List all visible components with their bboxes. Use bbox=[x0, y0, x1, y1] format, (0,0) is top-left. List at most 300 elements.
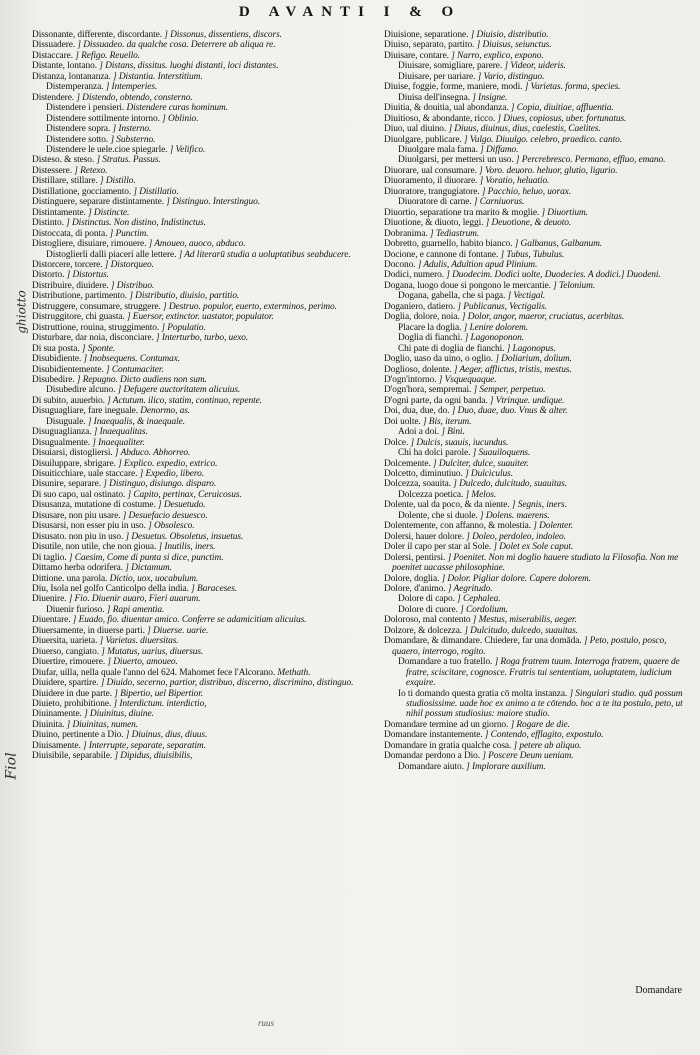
entry-latin: ] Expedio, libero. bbox=[139, 469, 204, 480]
entry-italian: Disusare, non piu usare. bbox=[32, 510, 121, 521]
entry-italian: Chi pate di doglia de fianchi. bbox=[398, 343, 505, 354]
entry-latin: ] Diuortium. bbox=[541, 207, 588, 218]
entry-latin: ] Diuinus, dius, diuus. bbox=[125, 730, 208, 741]
entry-latin: ] Dolens. maerens. bbox=[480, 510, 550, 521]
entry-italian: Diuidere, spartire. bbox=[32, 678, 99, 689]
entry-latin: ] Varietas. forma, species. bbox=[524, 82, 621, 93]
dictionary-entry bbox=[32, 354, 364, 364]
entry-italian: Di sua posta. bbox=[32, 343, 80, 354]
entry-italian: Dobranima. bbox=[384, 228, 428, 239]
entry-italian: Doloroso, mal contento bbox=[384, 615, 471, 626]
entry-latin: ] Dulciter, dulce, suauiter. bbox=[433, 458, 529, 469]
entry-italian: Dolcetto, diminutiuo. bbox=[384, 469, 463, 480]
entry-italian: Diuentare. bbox=[32, 615, 71, 626]
entry-latin: ] Aeger, afflictus, tristis, mestus. bbox=[453, 364, 572, 375]
entry-latin: ] Interturbo, turbo, uexo. bbox=[155, 333, 249, 344]
dictionary-entry bbox=[32, 145, 364, 155]
dictionary-entry bbox=[32, 114, 364, 124]
entry-latin: ] Diues, copiosus, uber. fortunatus. bbox=[497, 113, 627, 124]
dictionary-entry bbox=[384, 51, 684, 61]
entry-latin: ] Diuisus, seiunctus. bbox=[476, 40, 552, 51]
entry-italian: Doganiero, datiero. bbox=[384, 301, 456, 312]
entry-italian: Doglio, uaso da uino, o oglio. bbox=[384, 354, 494, 365]
entry-latin: ] Distincte. bbox=[88, 207, 130, 218]
entry-italian: Di suo capo, ual ostinato. bbox=[32, 489, 126, 500]
entry-latin: ] Sponte. bbox=[81, 343, 116, 354]
entry-italian: Distanza, lontananza. bbox=[32, 71, 111, 82]
entry-italian: Doi, dua, due, do. bbox=[384, 406, 450, 417]
dictionary-entry bbox=[32, 291, 364, 301]
entry-italian: D'ogni parte, da ogni banda. bbox=[384, 395, 488, 406]
dictionary-entry bbox=[32, 61, 364, 71]
dictionary-entry bbox=[384, 61, 684, 71]
entry-italian: Distessere. bbox=[32, 165, 72, 176]
entry-italian: Diuisione, separatione. bbox=[384, 30, 469, 40]
entry-latin: Denormo, as. bbox=[140, 406, 191, 417]
dictionary-entry bbox=[384, 469, 684, 479]
dictionary-entry bbox=[384, 406, 684, 416]
entry-latin: ] Amoueo, auoco, abduco. bbox=[148, 239, 246, 250]
entry-latin: ] Distendo, obtendo, consterno. bbox=[76, 92, 193, 103]
entry-latin: ] Varietas. diuersitas. bbox=[99, 636, 179, 647]
entry-italian: Doglioso, dolente. bbox=[384, 364, 452, 375]
dictionary-entry bbox=[32, 93, 364, 103]
entry-italian: Diuitioso, & abondante, ricco. bbox=[384, 113, 496, 124]
entry-italian: Diuoramento, il diuorare. bbox=[384, 176, 478, 187]
dictionary-entry bbox=[32, 574, 364, 584]
entry-latin: ] Doliarium, dolium. bbox=[495, 354, 572, 365]
entry-italian: Dissuadere. bbox=[32, 40, 76, 51]
entry-latin: ] Diuido, secerno, partior, distribuo, discerno, discrimino, distinguo. bbox=[100, 678, 354, 689]
dictionary-entry bbox=[32, 197, 364, 207]
entry-italian: Distendere i pensieri. bbox=[46, 103, 125, 114]
dictionary-entry bbox=[384, 187, 684, 197]
entry-italian: Disugualmente. bbox=[32, 437, 90, 448]
dictionary-entry bbox=[384, 511, 684, 521]
dictionary-entry bbox=[32, 626, 364, 636]
dictionary-entry bbox=[32, 51, 364, 61]
dictionary-entry bbox=[384, 155, 684, 165]
entry-latin: ] Aegritudo. bbox=[447, 584, 493, 595]
dictionary-entry bbox=[384, 417, 684, 427]
entry-latin: ] Distribuo. bbox=[110, 280, 155, 291]
entry-latin: ] petere ab aliquo. bbox=[513, 740, 582, 751]
entry-latin: ] Diuus, diuinus, dius, caelestis, Caelites. bbox=[448, 124, 601, 135]
entry-italian: Placare la doglia. bbox=[398, 322, 462, 333]
dictionary-entry bbox=[384, 291, 684, 301]
dictionary-entry bbox=[384, 145, 684, 155]
entry-italian: Dittamo herba odorifera. bbox=[32, 563, 124, 574]
entry-latin: Methath. bbox=[277, 667, 311, 678]
entry-latin: ] Carniuorus. bbox=[473, 197, 525, 208]
dictionary-entry bbox=[32, 479, 364, 489]
dictionary-entry bbox=[32, 657, 364, 667]
entry-italian: Doler il capo per star al Sole. bbox=[384, 542, 492, 553]
entry-italian: Disuguagliare, fare ineguale. bbox=[32, 406, 138, 417]
entry-latin: ] Interdictum. interdictio, bbox=[113, 699, 207, 709]
dictionary-entry bbox=[384, 490, 684, 500]
entry-italian: Dolersi, hauer dolore. bbox=[384, 531, 464, 542]
entry-italian: Distruttione, rouina, struggimento. bbox=[32, 322, 160, 333]
dictionary-entry bbox=[32, 469, 364, 479]
dictionary-entry bbox=[384, 344, 684, 354]
entry-latin: ] Voro. deuoro. heluor, glutio, ligurio. bbox=[479, 165, 618, 176]
dictionary-entry bbox=[32, 605, 364, 615]
dictionary-entry bbox=[32, 365, 364, 375]
entry-latin: ] Distans, dissitus. luoghi distanti, loci distantes. bbox=[99, 61, 279, 72]
entry-italian: Disuiarsi, distogliersi. bbox=[32, 448, 113, 459]
entry-latin: ] Bipertio, uel Bipertior. bbox=[114, 688, 204, 699]
dictionary-entry bbox=[32, 730, 364, 740]
entry-italian: Dolcezza, soauita. bbox=[384, 479, 452, 490]
dictionary-entry bbox=[32, 438, 364, 448]
entry-italian: Disuiticchiare, uale staccare. bbox=[32, 469, 138, 480]
dictionary-entry bbox=[32, 176, 364, 186]
entry-latin: ] Distinguo. Interstinguo. bbox=[166, 197, 260, 208]
dictionary-entry bbox=[32, 72, 364, 82]
entry-latin: ] Insigne. bbox=[472, 92, 508, 103]
entry-italian: Distinto. bbox=[32, 218, 64, 229]
entry-italian: Distorcere, torcere. bbox=[32, 259, 103, 270]
entry-latin: ] Bini. bbox=[441, 427, 465, 438]
entry-italian: Adoi a doi. bbox=[398, 427, 440, 438]
entry-latin: ] Destruo. populor, euerto, exterminos, perimo. bbox=[163, 301, 337, 312]
entry-italian: Io ti domando questa gratia cō molta instanza. bbox=[398, 688, 568, 699]
entry-italian: Disubidientemente. bbox=[32, 364, 104, 375]
dictionary-entry bbox=[384, 479, 684, 489]
entry-latin: ] Doleo, perdoleo, indoleo. bbox=[466, 531, 566, 542]
entry-latin: ] Caesim, Come di punta si dice, punctim. bbox=[68, 552, 224, 563]
entry-latin: ] Galbanus, Galbanum. bbox=[514, 239, 603, 250]
entry-italian: Diuinamente. bbox=[32, 709, 82, 720]
entry-latin: ] Videor, uideris. bbox=[504, 61, 566, 72]
entry-italian: Dolore di cuore. bbox=[398, 604, 458, 615]
entry-latin: ] Mutatus, uarius, diuersus. bbox=[101, 646, 204, 657]
dictionary-entry bbox=[32, 187, 364, 197]
entry-italian: Disubedire. bbox=[32, 374, 75, 385]
running-head: D AVANTI I & O bbox=[238, 4, 462, 20]
entry-italian: Dittione. una parola. bbox=[32, 573, 108, 584]
dictionary-entry bbox=[32, 563, 364, 573]
entry-latin: ] Dolor, angor, maeror, cruciatus, acerbitas. bbox=[461, 312, 625, 323]
dictionary-entry bbox=[32, 647, 364, 657]
entry-latin: ] Abduco. Abhorreo. bbox=[114, 448, 191, 459]
entry-italian: Diuisamente. bbox=[32, 740, 81, 751]
dictionary-entry bbox=[384, 459, 684, 469]
dictionary-entry bbox=[32, 208, 364, 218]
entry-italian: Diuinita. bbox=[32, 719, 65, 730]
dictionary-entry bbox=[384, 124, 684, 134]
entry-italian: Distendere le uele.cioe spiegarle. bbox=[46, 144, 168, 155]
dictionary-entry bbox=[384, 396, 684, 406]
entry-italian: D'ogn'intorno. bbox=[384, 374, 437, 385]
entry-italian: Domandare aiuto. bbox=[398, 761, 464, 772]
entry-latin: ] Duodecim. Dodici uolte, Duodecies. A dodici.] Duodeni. bbox=[446, 270, 661, 281]
entry-italian: Domandare instantemente. bbox=[384, 730, 483, 741]
entry-latin: ] Roga fratrem tuum. Interroga fratrem, quaere de fratre, sciscitare, cognosce. Fratris tui sententiam, uoluptatem, iudicium exquire. bbox=[406, 657, 680, 689]
dictionary-entry bbox=[32, 584, 364, 594]
entry-italian: Diuo, ual diuino. bbox=[384, 124, 447, 135]
dictionary-entry bbox=[384, 762, 684, 772]
dictionary-entry bbox=[32, 490, 364, 500]
dictionary-entry bbox=[384, 605, 684, 615]
entry-italian: Diuino, pertinente a Dio. bbox=[32, 730, 124, 741]
entry-latin: ] Implorare auxilium. bbox=[466, 761, 546, 772]
entry-latin: ] Distortus. bbox=[66, 270, 109, 281]
entry-latin: ] Melos. bbox=[465, 489, 497, 500]
dictionary-entry bbox=[32, 542, 364, 552]
dictionary-entry bbox=[32, 417, 364, 427]
entry-italian: Diuolgare, publicare. bbox=[384, 134, 462, 145]
entry-latin: ] Distorqueo. bbox=[104, 259, 154, 270]
entry-latin: ] Capito, pertinax, Ceruicosus. bbox=[127, 489, 242, 500]
entry-latin: ] Velifico. bbox=[169, 144, 206, 155]
entry-latin: ] Distillatio. bbox=[133, 186, 179, 197]
entry-latin: ] Rapi amentia. bbox=[106, 604, 165, 615]
entry-latin: ] Populatio. bbox=[161, 322, 206, 333]
entry-latin: ] Euersor, extinctor. uastator, populator. bbox=[126, 312, 274, 323]
dictionary-entry bbox=[384, 521, 684, 531]
dictionary-entry bbox=[32, 229, 364, 239]
entry-italian: Dolore, doglia. bbox=[384, 573, 440, 584]
entry-italian: Diuenir furioso. bbox=[46, 604, 105, 615]
entry-italian: Diuersita, uarieta. bbox=[32, 636, 98, 647]
entry-italian: Dogana, luogo doue si pongono le mercantie. bbox=[384, 280, 551, 291]
entry-italian: Di subito, auuerbio. bbox=[32, 395, 105, 406]
dictionary-entry bbox=[32, 260, 364, 270]
entry-latin: ] Copia, diuitiae, affluentia. bbox=[510, 103, 614, 114]
entry-italian: Distinguere, separare distintamente. bbox=[32, 197, 164, 208]
entry-italian: Disteso. & steso. bbox=[32, 155, 95, 166]
dictionary-entry bbox=[32, 615, 364, 625]
entry-latin: ] Lagonoponon. bbox=[464, 333, 525, 344]
dictionary-entry bbox=[32, 500, 364, 510]
entry-latin: Distendere curas hominum. bbox=[126, 103, 228, 114]
dictionary-entry bbox=[384, 741, 684, 751]
dictionary-entry bbox=[384, 82, 684, 92]
entry-italian: Diuidere in due parte. bbox=[32, 688, 112, 699]
dictionary-entry bbox=[32, 375, 364, 385]
entry-latin: ] Mestus, miserabilis, aeger. bbox=[472, 615, 577, 626]
entry-italian: Distillare, stillare. bbox=[32, 176, 98, 187]
entry-latin: ] Publicanus, Vectigalis. bbox=[457, 301, 548, 312]
entry-italian: Diuisa dell'insegna. bbox=[398, 92, 470, 103]
entry-latin: ] Vario, distinguo. bbox=[477, 71, 545, 82]
dictionary-entry bbox=[32, 250, 364, 260]
dictionary-entry bbox=[32, 40, 364, 50]
entry-italian: Dolcezza poetica. bbox=[398, 489, 464, 500]
entry-latin: ] Vsquequaque. bbox=[438, 374, 497, 385]
dictionary-entry bbox=[384, 197, 684, 207]
entry-italian: Diuorare, ual consumare. bbox=[384, 165, 477, 176]
entry-italian: Dolcemente. bbox=[384, 458, 431, 469]
dictionary-entry bbox=[32, 406, 364, 416]
entry-italian: Diuerso, cangiato. bbox=[32, 646, 100, 657]
entry-latin: ] Contendo, efflagito, expostulo. bbox=[484, 730, 604, 741]
dictionary-entry bbox=[32, 103, 364, 113]
dictionary-entry bbox=[384, 114, 684, 124]
entry-latin: ] Dulcedo, dulcitudo, suauitas. bbox=[453, 479, 567, 490]
entry-italian: Dolente, ual da poco, & da niente. bbox=[384, 500, 510, 511]
entry-italian: Distoglierli dalli piaceri alle lettere. bbox=[46, 249, 177, 260]
dictionary-entry bbox=[32, 709, 364, 719]
entry-italian: Distogliere, disuiare, rimouere. bbox=[32, 239, 147, 250]
entry-italian: Disuguale. bbox=[46, 416, 86, 427]
entry-italian: Diuise, foggie, forme, maniere, modi. bbox=[384, 82, 523, 93]
dictionary-entry bbox=[384, 93, 684, 103]
dictionary-entry bbox=[384, 385, 684, 395]
entry-latin: ] Tubus, Tubulus. bbox=[500, 249, 565, 260]
entry-italian: Diuersamente, in diuerse parti. bbox=[32, 625, 145, 636]
entry-latin: ] Pacchio, heluo, uorax. bbox=[481, 186, 572, 197]
dictionary-entry bbox=[384, 270, 684, 280]
entry-italian: Diuotione, & diuoto, leggi. bbox=[384, 218, 484, 229]
dictionary-entry bbox=[384, 365, 684, 375]
margin-handwriting: ghiotto bbox=[14, 290, 29, 334]
entry-latin: ] Lenire dolorem. bbox=[463, 322, 528, 333]
entry-italian: Disubedire alcuno. bbox=[46, 385, 116, 396]
entry-italian: Diuoratore, trangugiatore. bbox=[384, 186, 480, 197]
entry-latin: ] Distinguo, disiungo. disparo. bbox=[103, 479, 217, 490]
dictionary-entry bbox=[32, 270, 364, 280]
entry-latin: ] Inobsequens. Contumax. bbox=[83, 354, 180, 365]
dictionary-entry bbox=[384, 239, 684, 249]
entry-latin: ] Adulis, Adultion apud Plinium. bbox=[417, 259, 538, 270]
dictionary-entry bbox=[32, 699, 364, 709]
entry-latin: ] Obsolesco. bbox=[148, 521, 195, 532]
dictionary-entry bbox=[32, 668, 364, 678]
entry-italian: Doglia, dolore, noia. bbox=[384, 312, 460, 323]
entry-latin: ] Desuetus. Obsoletus, insuetus. bbox=[125, 531, 244, 542]
entry-latin: ] Tediastrum. bbox=[429, 228, 480, 239]
catchword: Domandare bbox=[635, 985, 682, 996]
entry-italian: Disuguaglianza. bbox=[32, 427, 92, 438]
entry-italian: Distruggitore, chi guasta. bbox=[32, 312, 125, 323]
dictionary-entry bbox=[384, 208, 684, 218]
entry-latin: ] Diuinitus, diuine. bbox=[84, 709, 154, 720]
entry-italian: Distendere sotto. bbox=[46, 134, 109, 145]
dictionary-entry bbox=[32, 427, 364, 437]
entry-latin: ] Interrupte, separate, separatim. bbox=[83, 740, 206, 751]
dictionary-entry bbox=[384, 72, 684, 82]
entry-latin: ] Defugere auctoritatem alicuius. bbox=[117, 385, 241, 396]
dictionary-entry bbox=[384, 375, 684, 385]
dictionary-entry bbox=[32, 636, 364, 646]
entry-italian: Distemperanza. bbox=[46, 82, 104, 93]
dictionary-entry bbox=[384, 333, 684, 343]
dictionary-entry bbox=[32, 302, 364, 312]
entry-italian: Distendere sopra. bbox=[46, 124, 111, 135]
entry-latin: ] Cephalea. bbox=[457, 594, 501, 605]
entry-italian: Domandare in gratia qualche cosa. bbox=[384, 740, 512, 751]
entry-latin: ] Rogare de die. bbox=[510, 719, 570, 730]
entry-italian: Diuertire, rimouere. bbox=[32, 657, 106, 668]
entry-latin: ] Deuotione, & deuoto. bbox=[485, 218, 572, 229]
dictionary-entry bbox=[32, 521, 364, 531]
dictionary-entry bbox=[384, 354, 684, 364]
entry-italian: Distante, lontano. bbox=[32, 61, 97, 72]
entry-latin: ] Dulciculus. bbox=[465, 469, 513, 480]
entry-italian: Distributione, partimento. bbox=[32, 291, 128, 302]
entry-italian: Distaccare. bbox=[32, 50, 74, 61]
dictionary-entry bbox=[384, 229, 684, 239]
entry-latin: ] Vectigal. bbox=[507, 291, 546, 302]
dictionary-entry bbox=[32, 166, 364, 176]
entry-latin: ] Explico. expedio, extrico. bbox=[118, 458, 218, 469]
entry-italian: Distribuire, diuidere. bbox=[32, 280, 109, 291]
entry-italian: Dissonante, differente, discordante. bbox=[32, 30, 162, 40]
entry-latin: ] Poenitet. Non mi doglio hauere studiato la Filosofia. Non me poenitet uacasse philosophiae. bbox=[392, 552, 679, 574]
dictionary-entry bbox=[32, 239, 364, 249]
entry-italian: D'ogn'hora, sempremai. bbox=[384, 385, 472, 396]
entry-latin: ] Distillo. bbox=[100, 176, 136, 187]
entry-latin: ] Distributio, diuisio, partitio. bbox=[129, 291, 240, 302]
foot-scrawl: ruus bbox=[258, 1018, 275, 1028]
entry-latin: ] Semper, perpetuo. bbox=[473, 385, 546, 396]
entry-italian: Distoccata, di ponta. bbox=[32, 228, 108, 239]
entry-italian: Dolzore, & dolcezza. bbox=[384, 625, 463, 636]
entry-italian: Distintamente. bbox=[32, 207, 86, 218]
entry-latin: ] Dolor. Pigliar dolore. Capere dolorem. bbox=[441, 573, 591, 584]
entry-italian: Domandare termine ad un giorno. bbox=[384, 719, 509, 730]
entry-latin: ] Lagonopus. bbox=[506, 343, 556, 354]
dictionary-entry bbox=[32, 155, 364, 165]
entry-latin: ] Telonium. bbox=[553, 280, 596, 291]
entry-latin: ] Dolet ex Sole caput. bbox=[493, 542, 574, 553]
entry-latin: ] Repugno. Dicto audiens non sum. bbox=[76, 374, 207, 385]
entry-latin: ] Inutilis, iners. bbox=[158, 542, 216, 553]
entry-latin: ] Distantia. Interstitium. bbox=[113, 71, 203, 82]
entry-italian: Docono. bbox=[384, 259, 416, 270]
dictionary-entry bbox=[32, 459, 364, 469]
dictionary-entry bbox=[384, 574, 684, 584]
entry-italian: Disturbare, dar noia, disconciare. bbox=[32, 333, 154, 344]
entry-italian: Doglia di fianchi. bbox=[398, 333, 463, 344]
entry-italian: Diufar, uilla, nella quale l'anno del 624. Mahomet fece l'Alcorano. bbox=[32, 667, 276, 678]
entry-latin: ] Dictamum. bbox=[125, 563, 172, 574]
dictionary-entry bbox=[32, 751, 364, 761]
entry-latin: ] Baraceses. bbox=[191, 584, 238, 595]
entry-latin: ] Diffamo. bbox=[480, 144, 519, 155]
dictionary-entry bbox=[384, 312, 684, 322]
entry-latin: Dictio, uox, uocabulum. bbox=[109, 573, 199, 584]
entry-italian: Dolce. bbox=[384, 437, 409, 448]
entry-italian: Docione, e cannone di fontane. bbox=[384, 249, 499, 260]
entry-latin: ] Diuerto, amoueo. bbox=[107, 657, 178, 668]
entry-italian: Distillatione, gocciamento. bbox=[32, 186, 132, 197]
dictionary-entry bbox=[384, 250, 684, 260]
entry-latin: ] Cordolium. bbox=[460, 604, 508, 615]
entry-latin: ] Oblinio. bbox=[162, 113, 199, 124]
dictionary-entry bbox=[32, 323, 364, 333]
entry-latin: ] Insterno. bbox=[112, 124, 152, 135]
dictionary-entry bbox=[384, 532, 684, 542]
entry-italian: Diuiso, separato, partito. bbox=[384, 40, 475, 51]
entry-latin: ] Vulgo. Diuulgo. celebro, praedico. canto. bbox=[463, 134, 622, 145]
dictionary-entry bbox=[384, 218, 684, 228]
entry-italian: Dolore, d'animo. bbox=[384, 584, 446, 595]
entry-latin: ] Dipidus, diuisibilis, bbox=[114, 751, 193, 762]
entry-italian: Doi uolte. bbox=[384, 416, 421, 427]
dictionary-entry bbox=[384, 553, 684, 574]
entry-italian: Domandar perdono a Dio. bbox=[384, 751, 481, 762]
entry-latin: ] Desuefacio desuesco. bbox=[122, 510, 208, 521]
entry-italian: Domandare, & dimandare. Chiedere, far una domāda. bbox=[384, 636, 582, 647]
entry-latin: ] Dulcitudo, dulcedo, suauitas. bbox=[464, 625, 578, 636]
entry-italian: Disusarsi, non esser piu in uso. bbox=[32, 521, 146, 532]
entry-italian: Diuisibile, separabile. bbox=[32, 751, 113, 762]
entry-latin: ] Fio. Diuenir auaro, Fieri auarum. bbox=[68, 594, 201, 605]
